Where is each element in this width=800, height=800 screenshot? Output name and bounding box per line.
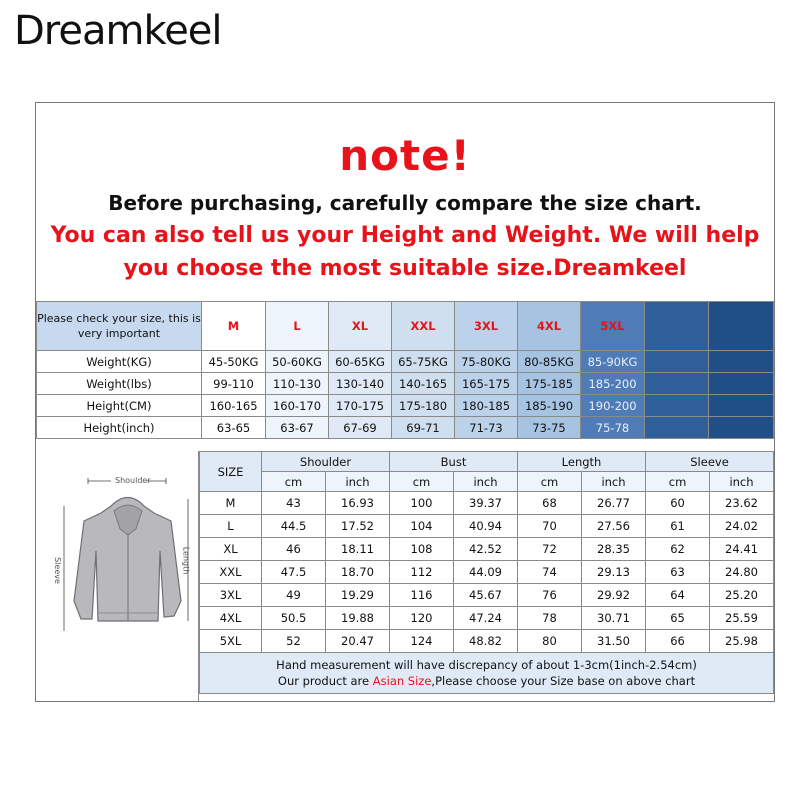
measure-cell: 68 xyxy=(518,492,582,515)
measure-cell: 49 xyxy=(262,584,326,607)
size-col-xxl: XXL xyxy=(392,302,455,351)
measure-cell: 16.93 xyxy=(326,492,390,515)
measure-cell: 108 xyxy=(390,538,454,561)
size-cell: 63-65 xyxy=(202,417,266,439)
measure-cell: 112 xyxy=(390,561,454,584)
measure-cell: 100 xyxy=(390,492,454,515)
table-row xyxy=(200,630,774,653)
size-cell xyxy=(709,351,774,373)
measure-cell: 66 xyxy=(646,630,710,653)
row-size: 3XL xyxy=(200,584,262,607)
size-cell: 69-71 xyxy=(392,417,455,439)
measure-cell: 18.11 xyxy=(326,538,390,561)
measure-cell: 80 xyxy=(518,630,582,653)
size-cell: 170-175 xyxy=(329,395,392,417)
row-label: Height(CM) xyxy=(37,395,202,417)
measure-group-header xyxy=(200,452,774,472)
shoulder-label: Shoulder xyxy=(115,476,151,485)
sleeve-label: Sleeve xyxy=(52,557,62,584)
size-cell: 175-180 xyxy=(392,395,455,417)
measure-cell: 26.77 xyxy=(582,492,646,515)
group-bust: Bust xyxy=(390,452,518,472)
row-size: M xyxy=(200,492,262,515)
table-row xyxy=(200,538,774,561)
note-instruction: Before purchasing, carefully compare the size chart. xyxy=(108,191,702,215)
table-row xyxy=(200,515,774,538)
table-row xyxy=(200,492,774,515)
size-col-l: L xyxy=(266,302,329,351)
measure-cell: 70 xyxy=(518,515,582,538)
row-size: 4XL xyxy=(200,607,262,630)
size-cell: 65-75KG xyxy=(392,351,455,373)
size-header-label: Please check your size, this is very important xyxy=(37,302,202,351)
note-title: note! xyxy=(339,131,471,180)
size-row-height-cm xyxy=(37,395,774,417)
note-help-line-1: You can also tell us your Height and Weight. We will help xyxy=(50,223,760,248)
measure-cell: 24.02 xyxy=(710,515,774,538)
measure-cell: 29.92 xyxy=(582,584,646,607)
measure-cell: 76 xyxy=(518,584,582,607)
measure-cell: 25.59 xyxy=(710,607,774,630)
measure-cell: 65 xyxy=(646,607,710,630)
row-size: L xyxy=(200,515,262,538)
size-cell: 73-75 xyxy=(518,417,581,439)
measure-cell: 24.41 xyxy=(710,538,774,561)
size-cell: 180-185 xyxy=(455,395,518,417)
size-cell: 71-73 xyxy=(455,417,518,439)
note-section xyxy=(36,103,774,301)
measure-cell: 60 xyxy=(646,492,710,515)
measure-cell: 47.5 xyxy=(262,561,326,584)
size-cell xyxy=(709,373,774,395)
measure-cell: 23.62 xyxy=(710,492,774,515)
measure-cell: 19.88 xyxy=(326,607,390,630)
measure-cell: 52 xyxy=(262,630,326,653)
table-row xyxy=(200,607,774,630)
measure-cell: 45.67 xyxy=(454,584,518,607)
discrepancy-note: Hand measurement will have discrepancy of about 1-3cm(1inch-2.54cm) xyxy=(276,658,697,672)
measure-cell: 25.20 xyxy=(710,584,774,607)
measure-cell: 104 xyxy=(390,515,454,538)
measure-cell: 19.29 xyxy=(326,584,390,607)
size-cell: 99-110 xyxy=(202,373,266,395)
unit-cell: inch xyxy=(582,472,646,492)
size-cell: 67-69 xyxy=(329,417,392,439)
size-cell: 50-60KG xyxy=(266,351,329,373)
size-cell: 175-185 xyxy=(518,373,581,395)
note-help-line-2: you choose the most suitable size.Dreamkeel xyxy=(123,256,687,281)
size-cell: 165-175 xyxy=(455,373,518,395)
size-cell: 130-140 xyxy=(329,373,392,395)
measure-cell: 63 xyxy=(646,561,710,584)
row-size: XXL xyxy=(200,561,262,584)
size-col-xl: XL xyxy=(329,302,392,351)
size-col-m: M xyxy=(202,302,266,351)
unit-cell: inch xyxy=(454,472,518,492)
size-cell: 140-165 xyxy=(392,373,455,395)
measure-cell: 50.5 xyxy=(262,607,326,630)
size-cell: 185-190 xyxy=(518,395,581,417)
size-cell: 63-67 xyxy=(266,417,329,439)
asian-size-highlight: Asian Size xyxy=(372,674,432,688)
size-cell: 80-85KG xyxy=(518,351,581,373)
size-col-empty-1 xyxy=(645,302,709,351)
table-row xyxy=(200,561,774,584)
measure-cell: 43 xyxy=(262,492,326,515)
row-label: Height(inch) xyxy=(37,417,202,439)
size-col-3xl: 3XL xyxy=(455,302,518,351)
size-col-empty-2 xyxy=(709,302,774,351)
measure-cell: 40.94 xyxy=(454,515,518,538)
unit-cell: cm xyxy=(390,472,454,492)
measure-cell: 64 xyxy=(646,584,710,607)
measure-cell: 46 xyxy=(262,538,326,561)
size-cell xyxy=(709,417,774,439)
size-cell: 160-165 xyxy=(202,395,266,417)
measure-cell: 39.37 xyxy=(454,492,518,515)
length-label: Length xyxy=(181,546,191,575)
measure-cell: 62 xyxy=(646,538,710,561)
size-cell: 75-80KG xyxy=(455,351,518,373)
measure-cell: 24.80 xyxy=(710,561,774,584)
measure-unit-header xyxy=(200,472,774,492)
group-length: Length xyxy=(518,452,646,472)
size-cell xyxy=(645,417,709,439)
measure-cell: 31.50 xyxy=(582,630,646,653)
measure-cell: 42.52 xyxy=(454,538,518,561)
asian-size-note xyxy=(200,673,773,689)
hoodie-illustration xyxy=(36,451,199,701)
measure-cell: 116 xyxy=(390,584,454,607)
table-row xyxy=(200,584,774,607)
measure-cell: 20.47 xyxy=(326,630,390,653)
size-column-header: SIZE xyxy=(200,452,262,492)
size-recommendation-table xyxy=(36,301,774,439)
size-cell xyxy=(709,395,774,417)
measure-cell: 28.35 xyxy=(582,538,646,561)
unit-cell: inch xyxy=(326,472,390,492)
measure-cell: 44.09 xyxy=(454,561,518,584)
size-row-height-inch xyxy=(37,417,774,439)
measure-cell: 25.98 xyxy=(710,630,774,653)
size-cell: 110-130 xyxy=(266,373,329,395)
group-shoulder: Shoulder xyxy=(262,452,390,472)
row-size: 5XL xyxy=(200,630,262,653)
size-cell: 60-65KG xyxy=(329,351,392,373)
size-cell: 160-170 xyxy=(266,395,329,417)
row-size: XL xyxy=(200,538,262,561)
size-col-4xl: 4XL xyxy=(518,302,581,351)
row-label: Weight(lbs) xyxy=(37,373,202,395)
unit-cell: cm xyxy=(646,472,710,492)
size-cell xyxy=(645,373,709,395)
measure-cell: 120 xyxy=(390,607,454,630)
row-label: Weight(KG) xyxy=(37,351,202,373)
measure-cell: 124 xyxy=(390,630,454,653)
measure-cell: 78 xyxy=(518,607,582,630)
measure-cell: 48.82 xyxy=(454,630,518,653)
size-cell: 185-200 xyxy=(588,376,637,391)
size-cell: 190-200 xyxy=(588,398,637,413)
size-cell: 45-50KG xyxy=(202,351,266,373)
size-cell xyxy=(645,395,709,417)
size-cell xyxy=(645,351,709,373)
measure-cell: 72 xyxy=(518,538,582,561)
asian-note-suffix: ,Please choose your Size base on above chart xyxy=(431,674,696,688)
measure-cell: 30.71 xyxy=(582,607,646,630)
unit-cell: cm xyxy=(518,472,582,492)
size-row-weight-kg xyxy=(37,351,774,373)
measure-cell: 27.56 xyxy=(582,515,646,538)
size-header-row xyxy=(37,302,774,351)
brand-logo: Dreamkeel xyxy=(14,8,222,54)
unit-cell: cm xyxy=(262,472,326,492)
size-cell: 85-90KG xyxy=(587,354,638,369)
measure-footer xyxy=(200,653,774,694)
measure-cell: 47.24 xyxy=(454,607,518,630)
measure-cell: 29.13 xyxy=(582,561,646,584)
measure-cell: 44.5 xyxy=(262,515,326,538)
measurement-table xyxy=(199,451,774,694)
measure-cell: 74 xyxy=(518,561,582,584)
measurement-note xyxy=(200,653,774,694)
measure-cell: 18.70 xyxy=(326,561,390,584)
size-col-5xl: 5XL xyxy=(581,302,645,351)
measure-cell: 17.52 xyxy=(326,515,390,538)
group-sleeve: Sleeve xyxy=(646,452,774,472)
size-chart-panel xyxy=(35,102,775,702)
size-cell: 75-78 xyxy=(595,420,630,435)
unit-cell: inch xyxy=(710,472,774,492)
measure-cell: 61 xyxy=(646,515,710,538)
size-row-weight-lbs xyxy=(37,373,774,395)
asian-note-prefix: Our product are xyxy=(277,674,373,688)
